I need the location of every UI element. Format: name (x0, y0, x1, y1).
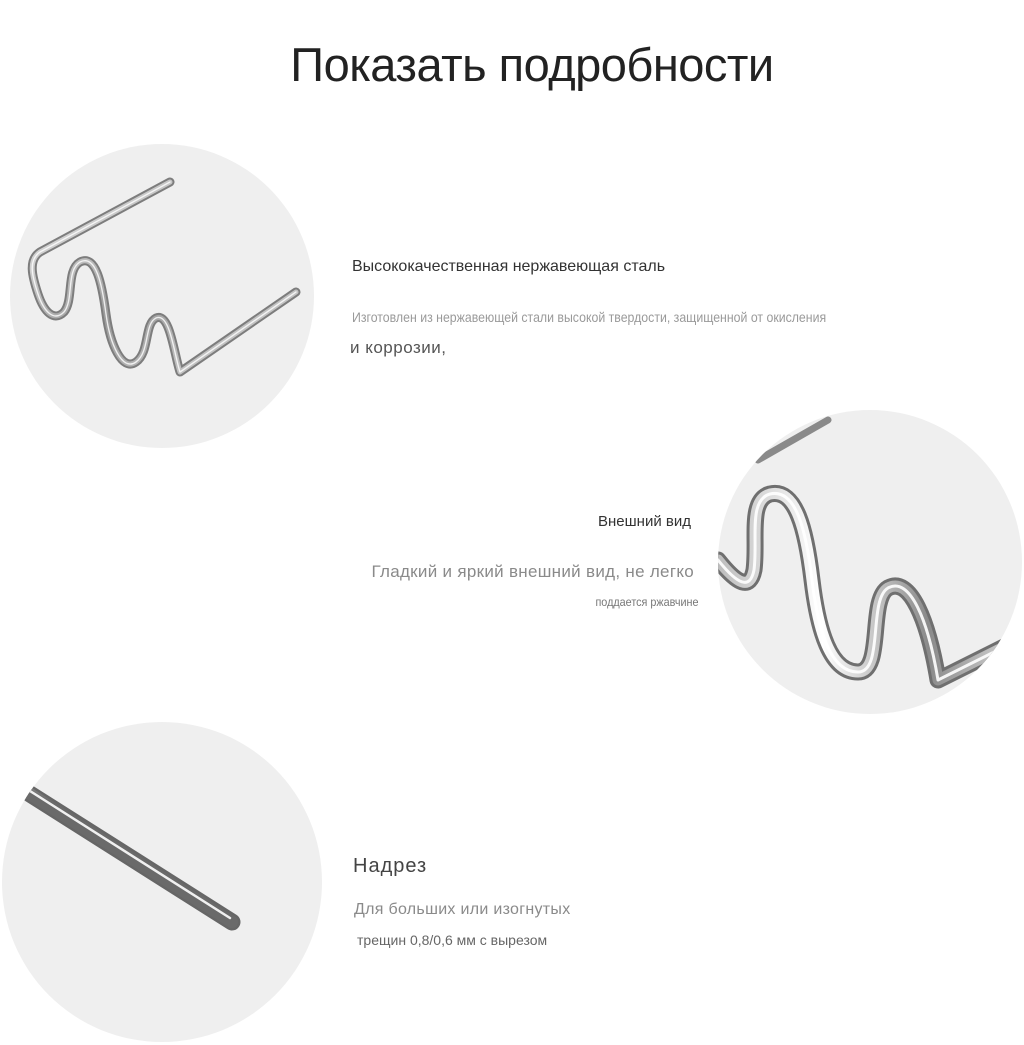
feature-1-description-cont: и коррозии, (350, 338, 447, 357)
feature-2-image (718, 410, 1022, 714)
straight-wire-icon (2, 722, 322, 1042)
feature-2-heading: Внешний вид (598, 513, 691, 530)
feature-2-description-cont: поддается ржавчине (595, 595, 699, 609)
feature-1-image (10, 144, 314, 448)
feature-3-description: Для больших или изогнутых (354, 901, 571, 918)
feature-2-description: Гладкий и яркий внешний вид, не легко (371, 562, 694, 581)
feature-1-heading: Высококачественная нержавеющая сталь (352, 258, 666, 275)
page-title: Показать подробности (290, 38, 774, 92)
wave-wire-icon (10, 144, 314, 448)
feature-3-heading: Надрез (353, 855, 428, 877)
wave-wire-closeup-icon (718, 410, 1022, 714)
feature-3-description-cont: трещин 0,8/0,6 мм с вырезом (357, 932, 548, 948)
feature-3-image (2, 722, 322, 1042)
feature-1-description: Изготовлен из нержавеющей стали высокой твердости, защищенной от окисления (352, 309, 827, 325)
